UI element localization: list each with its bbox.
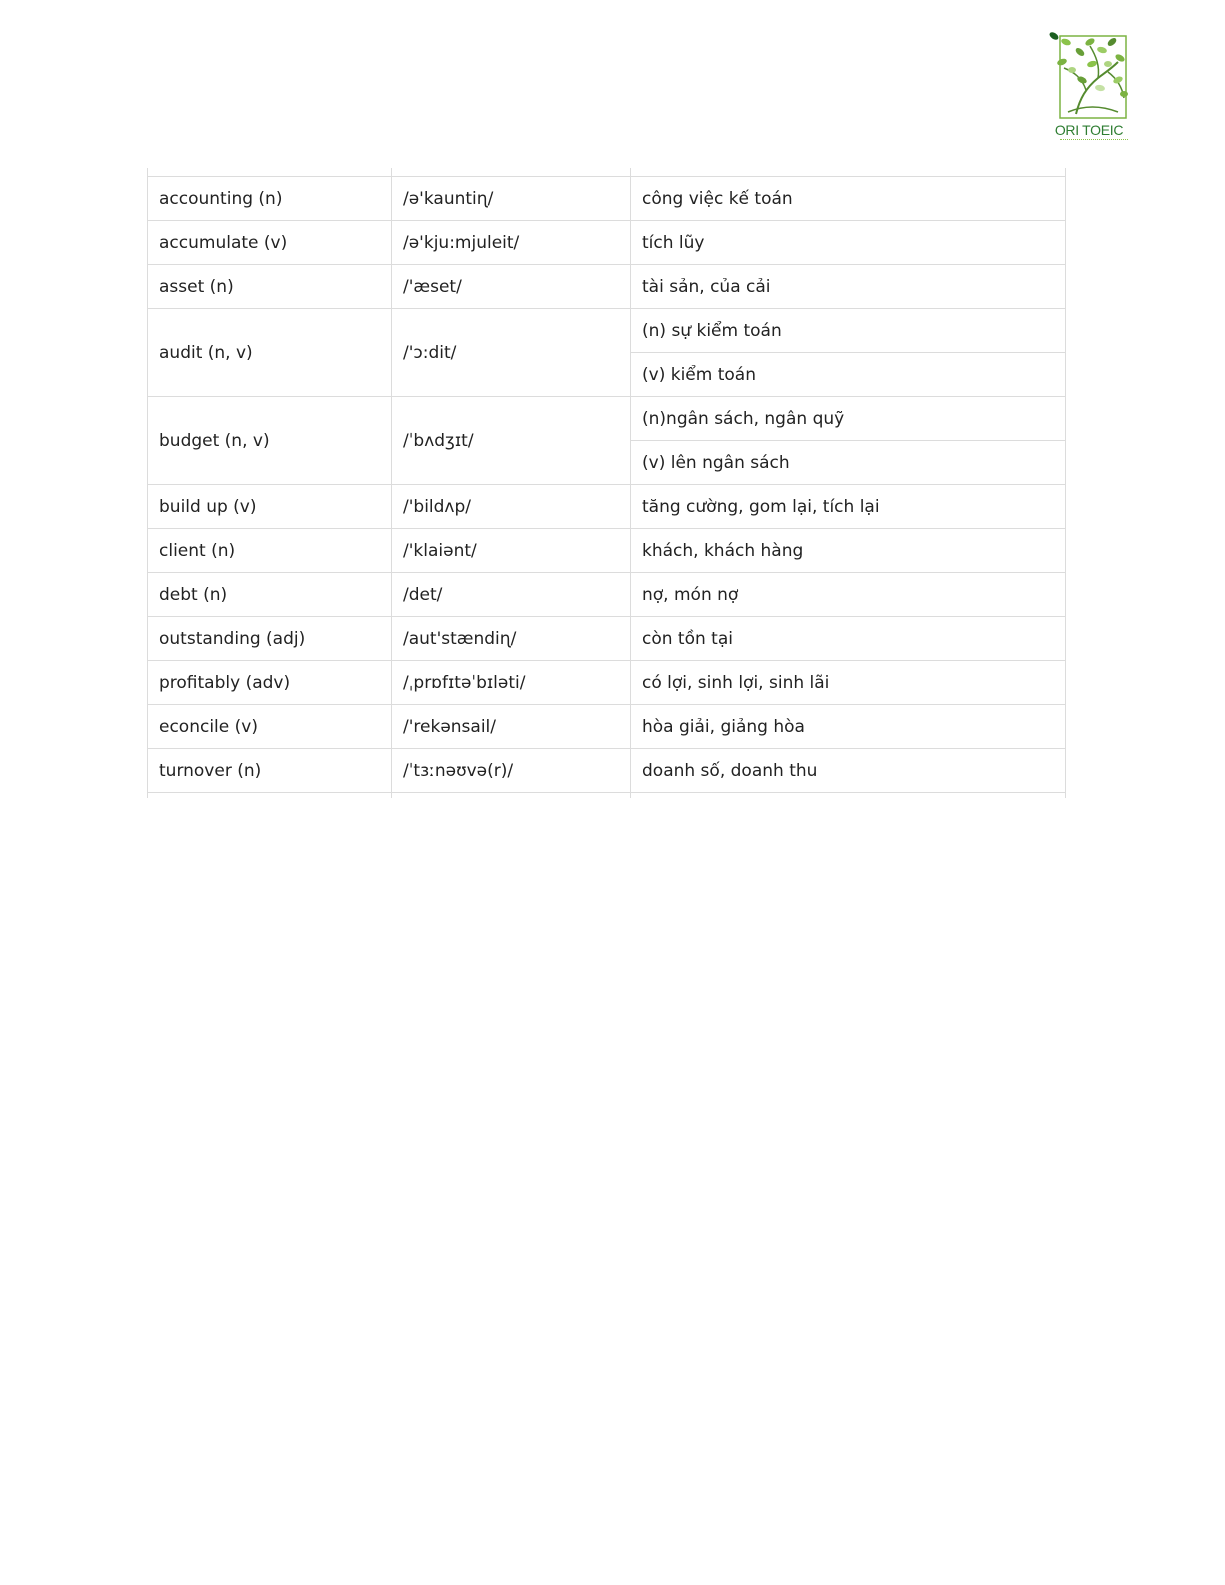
- word-cell: accumulate (v): [148, 221, 392, 265]
- table-row: [148, 221, 1066, 265]
- word-cell: accounting (n): [148, 177, 392, 221]
- word-cell: asset (n): [148, 265, 392, 309]
- table-row: [148, 529, 1066, 573]
- word-cell: budget (n, v): [148, 397, 392, 485]
- table-bottom-edge: [148, 793, 1066, 799]
- word-cell: outstanding (adj): [148, 617, 392, 661]
- meaning-cell: tích lũy: [631, 221, 1066, 265]
- ipa-cell: /ə'kauntiɳ/: [392, 177, 631, 221]
- logo-tagline-line: [1060, 139, 1128, 142]
- table-row: [148, 309, 1066, 353]
- ipa-cell: /'rekənsail/: [392, 705, 631, 749]
- meaning-cell: (v) kiểm toán: [631, 353, 1066, 397]
- meaning-cell: (n)ngân sách, ngân quỹ: [631, 397, 1066, 441]
- ipa-cell: /ˈbʌdʒɪt/: [392, 397, 631, 485]
- meaning-cell: (v) lên ngân sách: [631, 441, 1066, 485]
- word-cell: turnover (n): [148, 749, 392, 793]
- table-row: [148, 265, 1066, 309]
- meaning-cell: khách, khách hàng: [631, 529, 1066, 573]
- ipa-cell: /ˌprɒfɪtəˈbɪləti/: [392, 661, 631, 705]
- word-cell: client (n): [148, 529, 392, 573]
- ipa-cell: /aut'stændiɳ/: [392, 617, 631, 661]
- meaning-cell: doanh số, doanh thu: [631, 749, 1066, 793]
- ipa-cell: /'bildʌp/: [392, 485, 631, 529]
- table-row: [148, 485, 1066, 529]
- meaning-cell: có lợi, sinh lợi, sinh lãi: [631, 661, 1066, 705]
- ipa-cell: /'æset/: [392, 265, 631, 309]
- ipa-cell: /'ɔ:dit/: [392, 309, 631, 397]
- table-row: [148, 705, 1066, 749]
- tree-leaves-icon: [1046, 28, 1132, 122]
- word-cell: econcile (v): [148, 705, 392, 749]
- word-cell: audit (n, v): [148, 309, 392, 397]
- meaning-cell: công việc kế toán: [631, 177, 1066, 221]
- vocabulary-table: [147, 168, 1066, 798]
- table-row: [148, 661, 1066, 705]
- meaning-cell: tăng cường, gom lại, tích lại: [631, 485, 1066, 529]
- word-cell: build up (v): [148, 485, 392, 529]
- meaning-cell: nợ, món nợ: [631, 573, 1066, 617]
- table-top-edge: [148, 168, 1066, 177]
- word-cell: debt (n): [148, 573, 392, 617]
- word-cell: profitably (adv): [148, 661, 392, 705]
- ipa-cell: /ə'kju:mjuleit/: [392, 221, 631, 265]
- meaning-cell: tài sản, của cải: [631, 265, 1066, 309]
- ori-toeic-logo: [1046, 28, 1132, 150]
- ipa-cell: /'klaiənt/: [392, 529, 631, 573]
- table-row: [148, 397, 1066, 441]
- ipa-cell: /ˈtɜːnəʊvə(r)/: [392, 749, 631, 793]
- meaning-cell: còn tồn tại: [631, 617, 1066, 661]
- table-row: [148, 177, 1066, 221]
- table-row: [148, 617, 1066, 661]
- meaning-cell: hòa giải, giảng hòa: [631, 705, 1066, 749]
- table-row: [148, 749, 1066, 793]
- ipa-cell: /det/: [392, 573, 631, 617]
- table-row: [148, 573, 1066, 617]
- meaning-cell: (n) sự kiểm toán: [631, 309, 1066, 353]
- logo-name: ORI TOEIC: [1054, 122, 1124, 138]
